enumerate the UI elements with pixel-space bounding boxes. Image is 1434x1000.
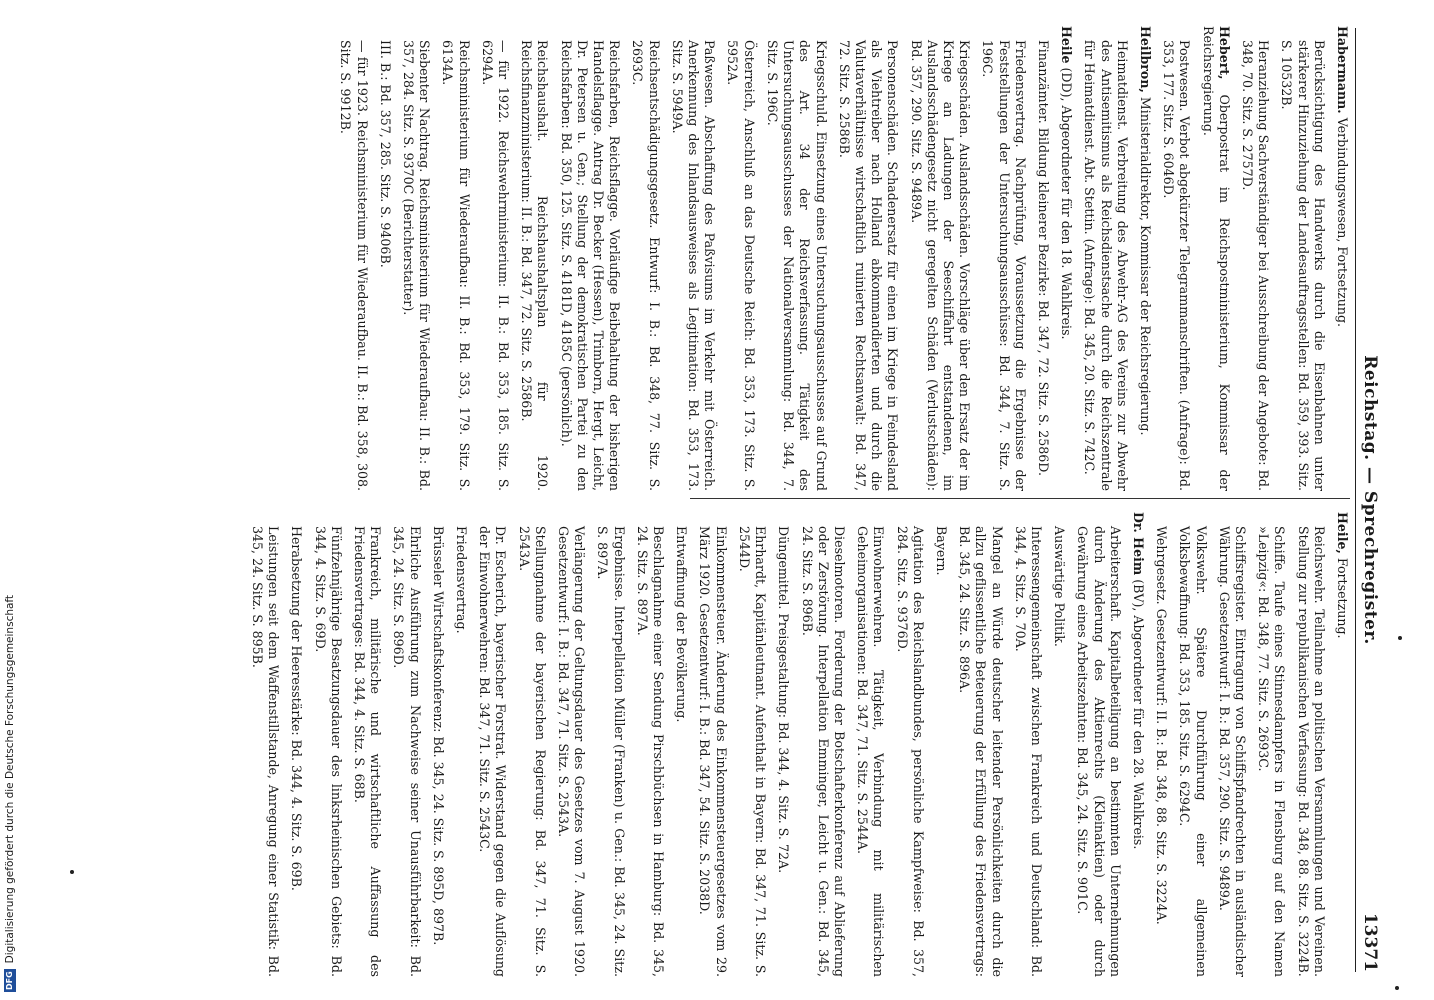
register-entry: [557, 26, 622, 491]
register-entry: [515, 512, 547, 977]
left-column: [0, 26, 1350, 491]
register-entry: [476, 512, 508, 977]
entry-name: Dr. Heim: [1130, 512, 1146, 576]
register-entry: [724, 26, 756, 491]
entry-text: Berücksichtigung des Handwerks durch die Eisenbahnen unter stärkerer Hinzuziehung der Landesauftragsstellen: Bd. 359, 393. Sitz. S. 10532B.: [1279, 40, 1327, 491]
entry-text: Fünfzehnjährige Besatzungsdauer des linksrheinischen Gebiets: Bd. 344, 4. Sitz. S. 69D.: [312, 526, 344, 977]
entry-text: Kriegsschäden. Auslandsschäden. Vorschläge über den Ersatz der im Kriege an Ladungen der Seeschiffahrt entstandenen, im Auslandsschädengesetz nicht geregelten Schäden (Verlustschäden): Bd. 357, 290. Sitz. S. 9489A.: [908, 40, 973, 491]
scan-speck: [1398, 636, 1402, 640]
entry-text: Düngemittel. Preisgestaltung: Bd. 344, 4. Sitz. S. 72A.: [776, 526, 792, 874]
entry-text: Mangel an Würde deutscher leitender Persönlichkeiten durch die allzu geflissentliche Beteuerung der Erfüllung des Friedensvertrags: Bd. 345, 24. Sitz. S. 896A.: [957, 526, 1005, 977]
page-number: 13371: [1360, 912, 1380, 972]
register-entry: [775, 512, 791, 977]
entry-name: Heilbron,: [1137, 26, 1153, 93]
entry-text: Einkommensteuer. Änderung des Einkommensteuergesetzes vom 29. März 1920. Gesetzentwurf: I. B.: Bd. 347, 54. Sitz. S. 2038D.: [697, 526, 729, 977]
entry-text: Frankreich, militärische und wirtschaftliche Auffassung des Friedensvertrages: Bd. 344, 4. Sitz. S. 68B.: [352, 526, 384, 977]
entry-text: Leistungen seit dem Waffenstillstande, Anregung einer Statistik: Bd. 345, 24. Sitz. S. 895B.: [250, 526, 282, 977]
entry-name: Heile: [1059, 26, 1075, 64]
page-header: [1355, 28, 1396, 972]
register-entry: [1035, 26, 1051, 491]
entry-text: Reichswehr. Teilnahme an politischen Versammlungen und Vereinen. Stellung zur republikanischen Verfassung: Bd. 348, 88. Sitz. S. 3224B.: [1295, 526, 1327, 977]
register-entry: [1160, 26, 1192, 491]
register-entry: [629, 26, 661, 491]
scan-speck: [1395, 986, 1399, 990]
entry-text: Dr. Escherich, bayerischer Forstrat. Widerstand gegen die Auflösung der Einwohnerwehren: Bd. 347, 71. Sitz. S. 2543C.: [477, 526, 509, 977]
register-entry: [1278, 26, 1327, 491]
register-entry: [518, 26, 550, 491]
register-entry: [979, 26, 1028, 491]
entry-text: Heimatdienst. Verbreitung des Abwehr-AG des Vereins zur Abwehr des Antisemitismus als Reichsdienstsache durch die Reichszentrale für Heimatdienst. Abt. Stettin. (Anfrage): Bd. 345, 20. Sitz. S. 742C.: [1082, 40, 1130, 491]
entry-text: (DD), Abgeordneter für den 18. Wahlkreis.: [1059, 67, 1075, 340]
column-divider: [690, 498, 1350, 499]
entry-text: (BV), Abgeordneter für den 28. Wahlkreis.: [1130, 579, 1146, 850]
register-entry: [288, 512, 304, 977]
entry-text: Verlängerung der Geltungsdauer des Gesetzes vom 7. August 1920. Gesetzentwurf: I. B.: Bd. 347, 71. Sitz. S. 2543A.: [556, 526, 588, 977]
dfg-logo: DFG: [5, 971, 14, 990]
entry-text: Ministerialdirektor, Kommissar der Reichsregierung.: [1137, 96, 1153, 436]
digitization-footer: [2, 0, 18, 1000]
entry-text: Schiffsregister. Eintragung von Schiffspfandrechten in ausländischer Währung. Gesetzentwurf: I. B.: Bd. 357, 290. Sitz. S. 9489A.: [1216, 526, 1248, 977]
register-entry: [1153, 512, 1169, 977]
entry-text: Personenschäden. Schadenersatz für einen im Kriege in Feindesland als Viehtreiber nach Holland abkommandierten und durch die Valutaverhältnisse wirtschaftlich ruinierten Rechtsanwalt: Bd. 347, 72. Sitz. S. 2586B.: [836, 40, 901, 491]
register-entry: [337, 26, 369, 491]
scan-speck: [70, 870, 74, 874]
entry-text: Agitation des Reichslandbundes, persönliche Kampfweise: Bd. 357, 284. Sitz. S. 9376D.: [894, 526, 926, 977]
register-entry: [430, 512, 446, 977]
entry-text: Bayern.: [933, 526, 949, 576]
register-entry: [1137, 26, 1153, 491]
entry-text: Wehrgesetz. Gesetzentwurf: II. B.: Bd. 348, 88. Sitz. S. 3224A.: [1154, 526, 1170, 925]
entry-text: III. B.: Bd. 357, 285. Sitz. S. 9406B.: [377, 40, 393, 268]
register-entry: [594, 512, 626, 977]
entry-text: Ergebnisse. Interpellation Müller (Franken) u. Gen.: Bd. 345, 24. Sitz. S. 897A.: [595, 526, 627, 977]
page-title: Reichstag. — Sprechregister.: [1360, 355, 1380, 645]
register-entry: [907, 26, 972, 491]
register-entry: [1199, 26, 1231, 491]
entry-text: Reichsministerium für Wiederaufbau: II. B.: Bd. 353, 179. Sitz. S. 6134A.: [440, 40, 472, 491]
register-entry: [1239, 26, 1271, 491]
entry-text: Kriegsschuld. Einsetzung eines Untersuchungsausschusses auf Grund des Art. 34 der Reichsverfassung. Tätigkeit des Untersuchungsausschusses der Nationalversammlung: Bd. 344, 7. Sitz. S. 196C.: [764, 40, 829, 491]
register-entry: [1176, 512, 1208, 977]
entry-text: Dieselmotoren. Forderung der Botschafterkonferenz auf Ablieferung oder Zerstörung. Interpellation Emminger, Leicht u. Gen.: Bd. 345, 24. Sitz. S. 896B.: [799, 526, 847, 977]
register-entry: [249, 512, 281, 977]
register-entry: [1012, 512, 1044, 977]
register-entry: [479, 26, 511, 491]
entry-text: Auswärtige Politik.: [1052, 526, 1068, 647]
entry-text: Reichsfarben, Reichsflagge. Vorläufige Beibehaltung der bisherigen Handelsflagge. Antrag Dr. Becker (Hessen), Trimborn, Hergt, Leicht, Dr. Petersen u. Gen.; Stellung der demokratischen Partei zu den Reichsfarben: Bd. 350, 125. Sitz. S. 4181D, 4185C (persönlich).: [558, 40, 623, 491]
register-entry: [1334, 26, 1350, 491]
entry-text: Brüsseler Wirtschaftskonferenz: Bd. 345, 24. Sitz. S. 895D, 897B.: [430, 526, 446, 946]
register-entry: [1216, 512, 1248, 977]
entry-text: Herabsetzung der Heeresstärke: Bd. 344, 4. Sitz. S. 69B.: [289, 526, 305, 891]
entry-text: — für 1922. Reichswehrministerium: II. B.: Bd. 353, 185. Sitz. S. 6294A.: [479, 40, 512, 491]
entry-text: Heranziehung Sachverständiger bei Ausschreibung der Angebote: Bd. 348, 70. Sitz. S. 2757D.: [1239, 40, 1272, 491]
entry-text: Fortsetzung.: [1335, 557, 1350, 639]
register-entry: [439, 26, 471, 491]
entry-text: Friedensvertrag. Nachprüfung, Voraussetzung die Ergebnisse der Feststellungen der Untersuchungsausschüsse: Bd. 344, 7. Sitz. S. 196C.: [980, 40, 1028, 491]
register-entry: [956, 512, 1005, 977]
entry-text: Volkswehr. Spätere Durchführung einer allgemeinen Volksbewaffnung: Bd. 353, 185. Sitz. S. 6294C.: [1177, 526, 1209, 977]
entry-text: Paßwesen. Abschaffung des Paßvisums im Verkehr mit Österreich. Anerkennung des Inlandsausweises als Legitimation: Bd. 353, 173. Sitz. S. 5949A.: [669, 40, 718, 491]
register-entry: [453, 512, 469, 977]
register-entry: [1074, 512, 1123, 977]
entry-text: Reichsentschädigungsgesetz. Entwurf: I. B.: Bd. 348, 77. Sitz. S. 2693C.: [630, 40, 662, 491]
entry-text: — für 1923. Reichsministerium für Wiederaufbau. II. B.: Bd. 358, 308. Sitz. S. 9912B.: [338, 40, 370, 491]
entry-text: Verbindungswesen, Fortsetzung.: [1335, 117, 1350, 328]
register-entry: [1081, 26, 1130, 491]
entry-text: Siebenter Nachtrag. Reichsministerium für Wiederaufbau: II. B.: Bd. 357, 284. Sitz. S. 9370C (Berichterstatter).: [401, 40, 433, 491]
register-entry: [798, 512, 847, 977]
register-entry: [854, 512, 886, 977]
entry-text: Postwesen. Verbot abgekürzter Telegrammanschriften. (Anfrage): Bd. 353, 177. Sitz. S. 6046D.: [1161, 40, 1193, 491]
register-entry: [1130, 512, 1146, 977]
register-entry: [377, 26, 393, 491]
register-entry: [1294, 512, 1326, 977]
register-entry: [1334, 512, 1350, 977]
entry-text: Österreich, Anschluß an das Deutsche Reich: Bd. 353, 173. Sitz. S. 5952A.: [725, 40, 757, 491]
entry-text: Interessengemeinschaft zwischen Frankreich und Deutschland: Bd. 344, 4. Sitz. S. 70A.: [1012, 526, 1044, 977]
register-entry: [696, 512, 728, 977]
entry-text: Beschlagnahme einer Sendung Pirschbüchsen in Hamburg: Bd. 345, 24. Sitz. S. 897A.: [634, 526, 667, 977]
entry-name: Habermann.: [1335, 26, 1350, 114]
register-entry: [893, 512, 925, 977]
entry-text: Friedensvertrag.: [454, 526, 470, 634]
entry-name: Heile,: [1335, 512, 1350, 554]
entry-text: Finanzämter. Bildung kleinerer Bezirke: Bd. 347, 72. Sitz. S. 2586D.: [1035, 40, 1051, 476]
register-entry: [669, 26, 718, 491]
register-entry: [736, 512, 768, 977]
register-entry: [311, 512, 343, 977]
register-entry: [390, 512, 422, 977]
entry-text: Stellungnahme der bayerischen Regierung: Bd. 347, 71. Sitz. S. 2543A.: [516, 526, 548, 977]
register-entry: [1255, 512, 1287, 977]
right-column: [0, 512, 1350, 977]
entry-text: Reichshaushalt. Reichshaushaltsplan für 1920. Reichsfinanzministerium: II. B.: Bd. 347, 72. Sitz. S. 2586B.: [519, 40, 551, 491]
entry-name: Hebert,: [1216, 26, 1232, 80]
register-entry: [400, 26, 432, 491]
entry-text: Ehrliche Ausführung zum Nachweise seiner Unausführbarkeit: Bd. 345, 24. Sitz. S. 896D.: [391, 526, 423, 977]
register-entry: [351, 512, 383, 977]
entry-text: Oberpostrat im Reichspostministerium, Kommissar der Reichsregierung.: [1200, 26, 1232, 491]
footer-credit: Digitalisierung gefördert durch die Deutsche Forschungsgemeinschaft: [4, 594, 16, 964]
entry-text: Einwohnerwehren. Tätigkeit, Verbindung mit militärischen Geheimorganisationen: Bd. 347, 71. Sitz. S. 2544A.: [855, 526, 887, 977]
register-entry: [764, 26, 829, 491]
register-entry: [673, 512, 689, 977]
register-entry: [555, 512, 587, 977]
entry-text: Entwaffnung der Bevölkerung.: [674, 526, 690, 723]
register-entry: [1051, 512, 1067, 977]
entry-text: Arbeiterschaft. Kapitalbeteiligung an bestimmten Unternehmungen durch Änderung des Aktienrechts (Kleinaktien) oder durch Gewährung eines Arbeitszehnten: Bd. 345, 24. Sitz. S. 901C.: [1075, 526, 1123, 977]
entry-text: Ehrhardt, Kapitänleutnant. Aufenthalt in Bayern: Bd. 347, 71. Sitz. S. 2544D.: [736, 526, 769, 977]
register-entry: [933, 512, 949, 977]
register-entry: [634, 512, 666, 977]
entry-text: Schiffe. Taufe eines Stinnesdampfers in Flensburg auf den Namen »Leipzig«: Bd. 348, 77. Sitz. S. 2693C.: [1256, 526, 1288, 977]
register-entry: [1058, 26, 1074, 491]
register-entry: [836, 26, 901, 491]
